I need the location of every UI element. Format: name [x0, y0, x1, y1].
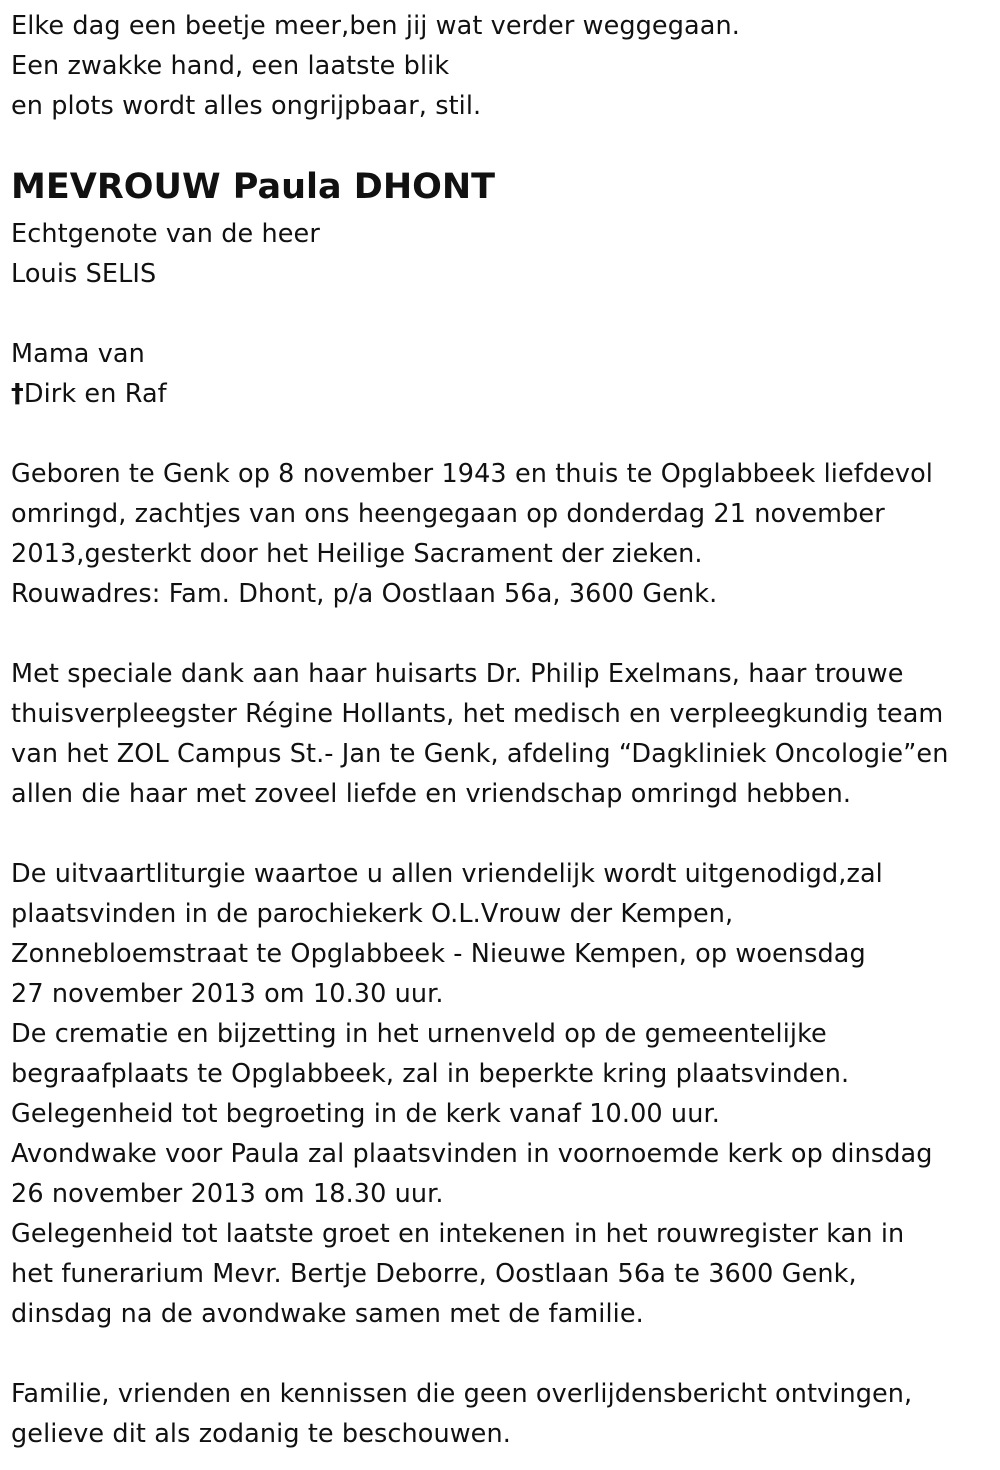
deceased-name-title: MEVROUW Paula DHONT	[11, 167, 496, 207]
poem-block	[11, 6, 986, 126]
children-block	[11, 334, 986, 414]
paragraph-line: Avondwake voor Paula zal plaatsvinden in voornoemde kerk op dinsdag	[11, 1139, 933, 1169]
paragraph-line: Zonnebloemstraat te Opglabbeek - Nieuwe Kempen, op woensdag	[11, 939, 866, 969]
paragraph-line: De crematie en bijzetting in het urnenveld op de gemeentelijke	[11, 1019, 827, 1049]
paragraph-line: Familie, vrienden en kennissen die geen overlijdensbericht ontvingen,	[11, 1379, 913, 1409]
closing-block	[11, 1374, 986, 1454]
paragraph-line: omringd, zachtjes van ons heengegaan op donderdag 21 november	[11, 499, 885, 529]
paragraph-line: De uitvaartliturgie waartoe u allen vriendelijk wordt uitgenodigd,zal	[11, 859, 883, 889]
mourning-address: Rouwadres: Fam. Dhont, p/a Oostlaan 56a, 3600 Genk.	[11, 579, 718, 609]
paragraph-line: plaatsvinden in de parochiekerk O.L.Vrouw der Kempen,	[11, 899, 734, 929]
paragraph-line: 2013,gesterkt door het Heilige Sacrament der zieken.	[11, 539, 703, 569]
paragraph-line: Geboren te Genk op 8 november 1943 en thuis te Opglabbeek liefdevol	[11, 459, 933, 489]
obituary-document	[11, 0, 986, 1454]
thanks-block	[11, 654, 986, 814]
paragraph-line: Gelegenheid tot laatste groet en intekenen in het rouwregister kan in	[11, 1219, 905, 1249]
paragraph-line: gelieve dit als zodanig te beschouwen.	[11, 1419, 511, 1449]
paragraph-line: dinsdag na de avondwake samen met de familie.	[11, 1299, 644, 1329]
paragraph-line: Gelegenheid tot begroeting in de kerk vanaf 10.00 uur.	[11, 1099, 720, 1129]
poem-line: Elke dag een beetje meer,ben jij wat verder weggegaan.	[11, 11, 740, 41]
spouse-block	[11, 214, 986, 294]
spouse-line: Louis SELIS	[11, 259, 157, 289]
children-names-line	[11, 374, 986, 414]
paragraph-line: het funerarium Mevr. Bertje Deborre, Oostlaan 56a te 3600 Genk,	[11, 1259, 857, 1289]
paragraph-line: begraafplaats te Opglabbeek, zal in beperkte kring plaatsvinden.	[11, 1059, 850, 1089]
paragraph-line: Met speciale dank aan haar huisarts Dr. Philip Exelmans, haar trouwe	[11, 659, 904, 689]
paragraph-line: 27 november 2013 om 10.30 uur.	[11, 979, 444, 1009]
spouse-line: Echtgenote van de heer	[11, 219, 320, 249]
paragraph-line: thuisverpleegster Régine Hollants, het medisch en verpleegkundig team	[11, 699, 944, 729]
children-label: Mama van	[11, 339, 145, 369]
ceremony-block	[11, 854, 986, 1334]
poem-line: Een zwakke hand, een laatste blik	[11, 51, 450, 81]
paragraph-line: van het ZOL Campus St.- Jan te Genk, afdeling “Dagkliniek Oncologie”en	[11, 739, 949, 769]
paragraph-line: 26 november 2013 om 18.30 uur.	[11, 1179, 444, 1209]
cross-icon: †	[11, 379, 24, 409]
children-names: Dirk en Raf	[23, 379, 167, 409]
birth-death-block	[11, 454, 986, 614]
poem-line: en plots wordt alles ongrijpbaar, stil.	[11, 91, 482, 121]
paragraph-line: allen die haar met zoveel liefde en vriendschap omringd hebben.	[11, 779, 852, 809]
